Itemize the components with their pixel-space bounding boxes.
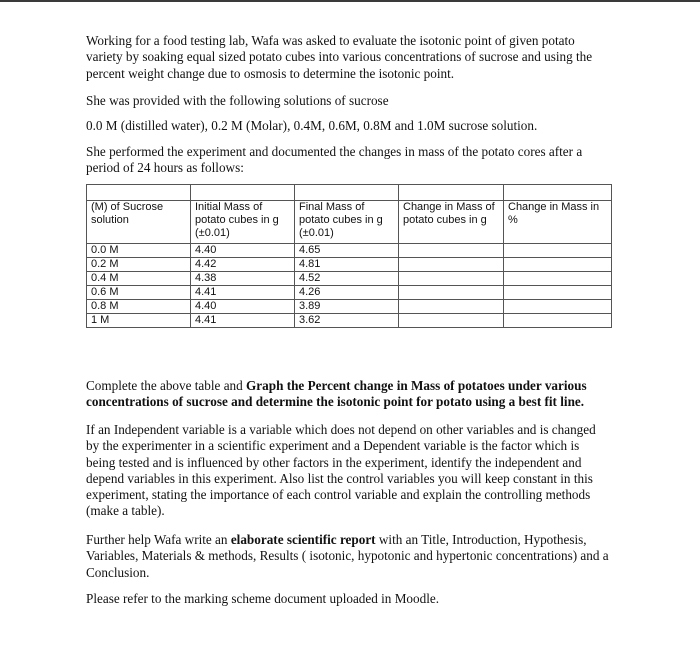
- table-row: [87, 300, 612, 314]
- header-initial-mass: Initial Mass of potato cubes in g (±0.01): [191, 201, 295, 244]
- cell-change-pct[interactable]: [504, 258, 612, 272]
- graph-instructions-lead: Complete the above table and: [86, 378, 247, 393]
- cell-concentration: 0.4 M: [87, 272, 191, 286]
- header-change-mass-g: Change in Mass of potato cubes in g: [399, 201, 504, 244]
- report-lead: Further help Wafa write an: [86, 532, 231, 547]
- header-concentration: (M) of Sucrose solution: [87, 201, 191, 244]
- cell-concentration: 0.6 M: [87, 286, 191, 300]
- cell-initial-mass: 4.38: [191, 272, 295, 286]
- header-final-mass: Final Mass of potato cubes in g (±0.01): [295, 201, 399, 244]
- results-table-container: [86, 184, 611, 355]
- cell-concentration: 0.2 M: [87, 258, 191, 272]
- table-row: [87, 258, 612, 272]
- solutions-intro: She was provided with the following solutions of sucrose: [86, 93, 389, 108]
- report-tail: with an Title, Introduction, Hypothesis, Variables, Materials & methods, Results ( isotonic, hypotonic and hypertonic concentrations) and a Conclusion.: [86, 532, 609, 580]
- cell-change-pct[interactable]: [504, 286, 612, 300]
- intro-paragraph: Working for a food testing lab, Wafa was asked to evaluate the isotonic point of given potato variety by soaking equal sized potato cubes into various concentrations of sucrose and using the percent weight change due to osmosis to determine the isotonic point.: [86, 33, 593, 81]
- cell-change-g[interactable]: [399, 300, 504, 314]
- cell-initial-mass: 4.40: [191, 244, 295, 258]
- cell-change-pct[interactable]: [504, 314, 612, 328]
- variables-paragraph: If an Independent variable is a variable which does not depend on other variables and is changed by the experimenter in a scientific experiment and a Dependent variable is the factor which is being tested and is influenced by other factors in the experiment, identify the independent and depend variables in this experiment. Also list the control variables you will keep constant in this experiment, stating the importance of each control variable and explain the controlling methods (make a table).: [86, 422, 596, 519]
- table-row: [87, 286, 612, 300]
- table-cell: [295, 185, 399, 201]
- cell-final-mass: 4.81: [295, 258, 399, 272]
- report-paragraph: [86, 532, 610, 581]
- marking-scheme-note: Please refer to the marking scheme document uploaded in Moodle.: [86, 591, 440, 606]
- cell-concentration: 0.8 M: [87, 300, 191, 314]
- graph-instructions-bold: Graph the Percent change in Mass of potatoes under various concentrations of sucrose and determine the isotonic point for potato using a best fit line.: [86, 378, 587, 410]
- cell-initial-mass: 4.41: [191, 314, 295, 328]
- cell-initial-mass: 4.42: [191, 258, 295, 272]
- cell-final-mass: 4.65: [295, 244, 399, 258]
- cell-change-g[interactable]: [399, 314, 504, 328]
- table-row: [87, 244, 612, 258]
- cell-change-pct[interactable]: [504, 272, 612, 286]
- cell-change-g[interactable]: [399, 272, 504, 286]
- solutions-list: 0.0 M (distilled water), 0.2 M (Molar), 0.4M, 0.6M, 0.8M and 1.0M sucrose solution.: [86, 118, 538, 133]
- table-cell: [87, 185, 191, 201]
- cell-concentration: 0.0 M: [87, 244, 191, 258]
- cell-final-mass: 3.89: [295, 300, 399, 314]
- cell-concentration: 1 M: [87, 314, 191, 328]
- experiment-paragraph: She performed the experiment and documented the changes in mass of the potato cores after a period of 24 hours as follows:: [86, 144, 583, 176]
- cell-initial-mass: 4.40: [191, 300, 295, 314]
- table-row: [87, 272, 612, 286]
- cell-change-g[interactable]: [399, 258, 504, 272]
- cell-change-pct[interactable]: [504, 300, 612, 314]
- table-cell: [399, 185, 504, 201]
- table-top-row: [87, 185, 612, 201]
- cell-change-g[interactable]: [399, 286, 504, 300]
- cell-initial-mass: 4.41: [191, 286, 295, 300]
- cell-change-g[interactable]: [399, 244, 504, 258]
- cell-change-pct[interactable]: [504, 244, 612, 258]
- graph-instructions: [86, 378, 610, 411]
- cell-final-mass: 4.26: [295, 286, 399, 300]
- report-bold: elaborate scientific report: [230, 532, 376, 547]
- table-cell: [504, 185, 612, 201]
- results-table: [86, 184, 612, 328]
- cell-final-mass: 3.62: [295, 314, 399, 328]
- table-header-row: [87, 201, 612, 244]
- table-row: [87, 314, 612, 328]
- header-change-mass-pct: Change in Mass in %: [504, 201, 612, 244]
- table-cell: [191, 185, 295, 201]
- cell-final-mass: 4.52: [295, 272, 399, 286]
- top-border: [0, 0, 700, 2]
